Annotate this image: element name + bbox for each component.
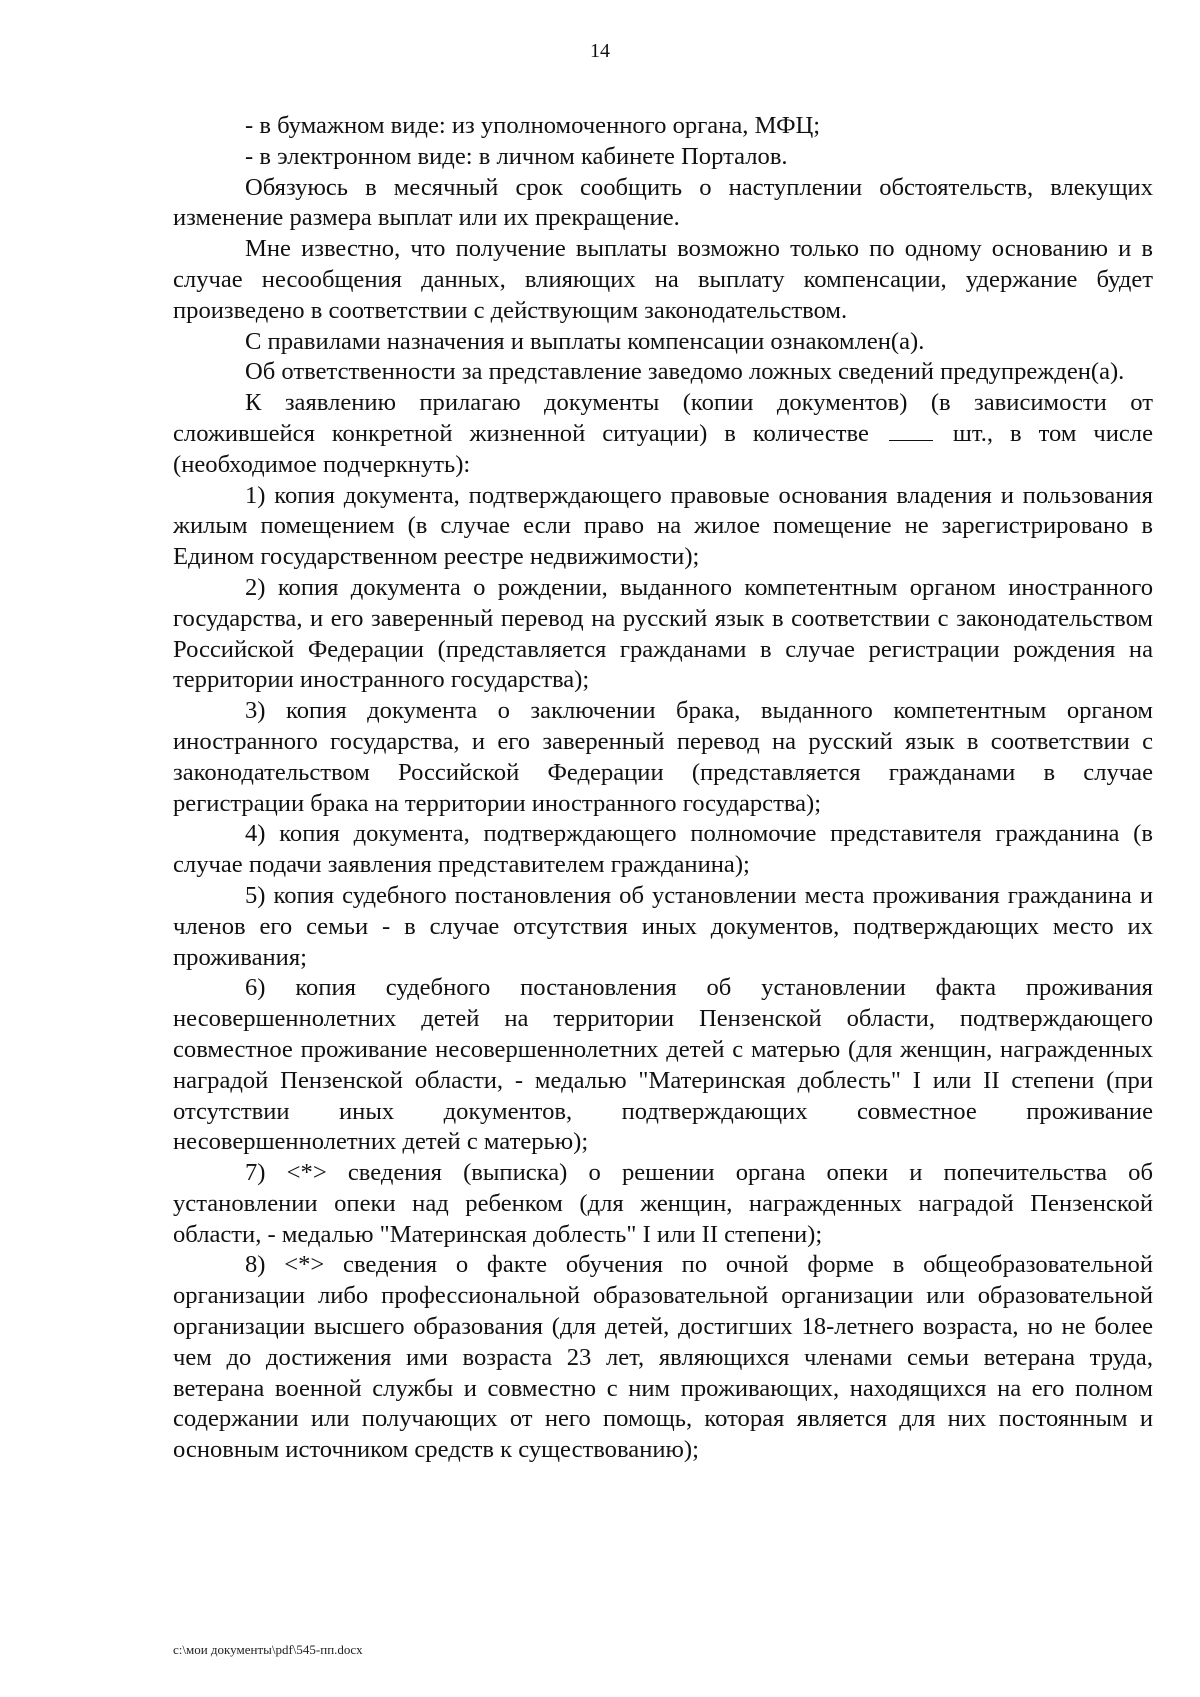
paragraph-electronic-form: - в электронном виде: в личном кабинете Порталов. xyxy=(245,142,788,170)
document-count-blank xyxy=(889,422,933,441)
list-item-6: 6) копия судебного постановления об установлении факта проживания несовершеннолетних детей на территории Пензенской области, подтверждающего совместное проживание несовершеннолетних детей с матерью (для женщин, награжденных наградой Пензенской области, - медалью "Материнская доблесть" I или II степени (при отсутствии иных документов, подтверждающих совместное проживание несовершеннолетних детей с матерью); xyxy=(173,974,1153,1156)
page-number: 14 xyxy=(590,40,610,62)
document-body xyxy=(173,111,1153,1466)
footer-file-path: c:\мои документы\pdf\545-пп.docx xyxy=(173,1642,363,1657)
list-item-8: 8) <*> сведения о факте обучения по очной форме в общеобразовательной организации либо профессиональной образовательной организации или образовательной организации высшего образования (для детей, достигших 18-летнего возраста, но не более чем до достижения ими возраста 23 лет, являющихся членами семьи ветерана труда, ветерана военной службы и совместно с ним проживающих, находящихся на его полном содержании или получающих от него помощь, которая является для них постоянным и основным источником средств к существованию); xyxy=(173,1251,1153,1464)
paragraph-rules-acknowledged: С правилами назначения и выплаты компенсации ознакомлен(а). xyxy=(245,327,925,355)
paragraph-awareness: Мне известно, что получение выплаты возможно только по одному основанию и в случае несообщения данных, влияющих на выплату компенсации, удержание будет произведено в соответствии с действующим законодательством. xyxy=(173,235,1153,324)
paragraph-attachments xyxy=(173,388,1153,480)
paragraph-paper-form: - в бумажном виде: из уполномоченного органа, МФЦ; xyxy=(245,112,821,139)
list-item-2: 2) копия документа о рождении, выданного компетентным органом иностранного государства, и его заверенный перевод на русский язык в соответствии с законодательством Российской Федерации (представляется гражданами в случае регистрации рождения на территории иностранного государства); xyxy=(173,573,1153,694)
list-item-3: 3) копия документа о заключении брака, выданного компетентным органом иностранного государства, и его заверенный перевод на русский язык в соответствии с законодательством Российской Федерации (представляется гражданами в случае регистрации брака на территории иностранного государства); xyxy=(173,697,1153,817)
list-item-5: 5) копия судебного постановления об установлении места проживания гражданина и членов его семьи - в случае отсутствия иных документов, подтверждающих место их проживания; xyxy=(173,881,1153,971)
attachments-text-start: К заявлению прилагаю документы (копии документов) (в зависимости от сложившейся конкретной жизненной ситуации) в количестве xyxy=(173,389,1153,447)
list-item-1: 1) копия документа, подтверждающего правовые основания владения и пользования жилым помещением (в случае если право на жилое помещение не зарегистрировано в Едином государственном реестре недвижимости); xyxy=(173,481,1153,571)
list-item-7: 7) <*> сведения (выписка) о решении органа опеки и попечительства об установлении опеки над ребенком (для женщин, награжденных наградой Пензенской области, - медалью "Материнская доблесть" I или II степени); xyxy=(173,1159,1153,1248)
list-item-4: 4) копия документа, подтверждающего полномочие представителя гражданина (в случае подачи заявления представителем гражданина); xyxy=(173,820,1153,879)
paragraph-responsibility-warning: Об ответственности за представление заведомо ложных сведений предупрежден(а). xyxy=(245,358,1125,386)
attachments-text-end: шт., в том числе (необходимое подчеркнуть): xyxy=(173,419,1153,478)
paragraph-obligation: Обязуюсь в месячный срок сообщить о наступлении обстоятельств, влекущих изменение размера выплат или их прекращение. xyxy=(173,173,1153,232)
